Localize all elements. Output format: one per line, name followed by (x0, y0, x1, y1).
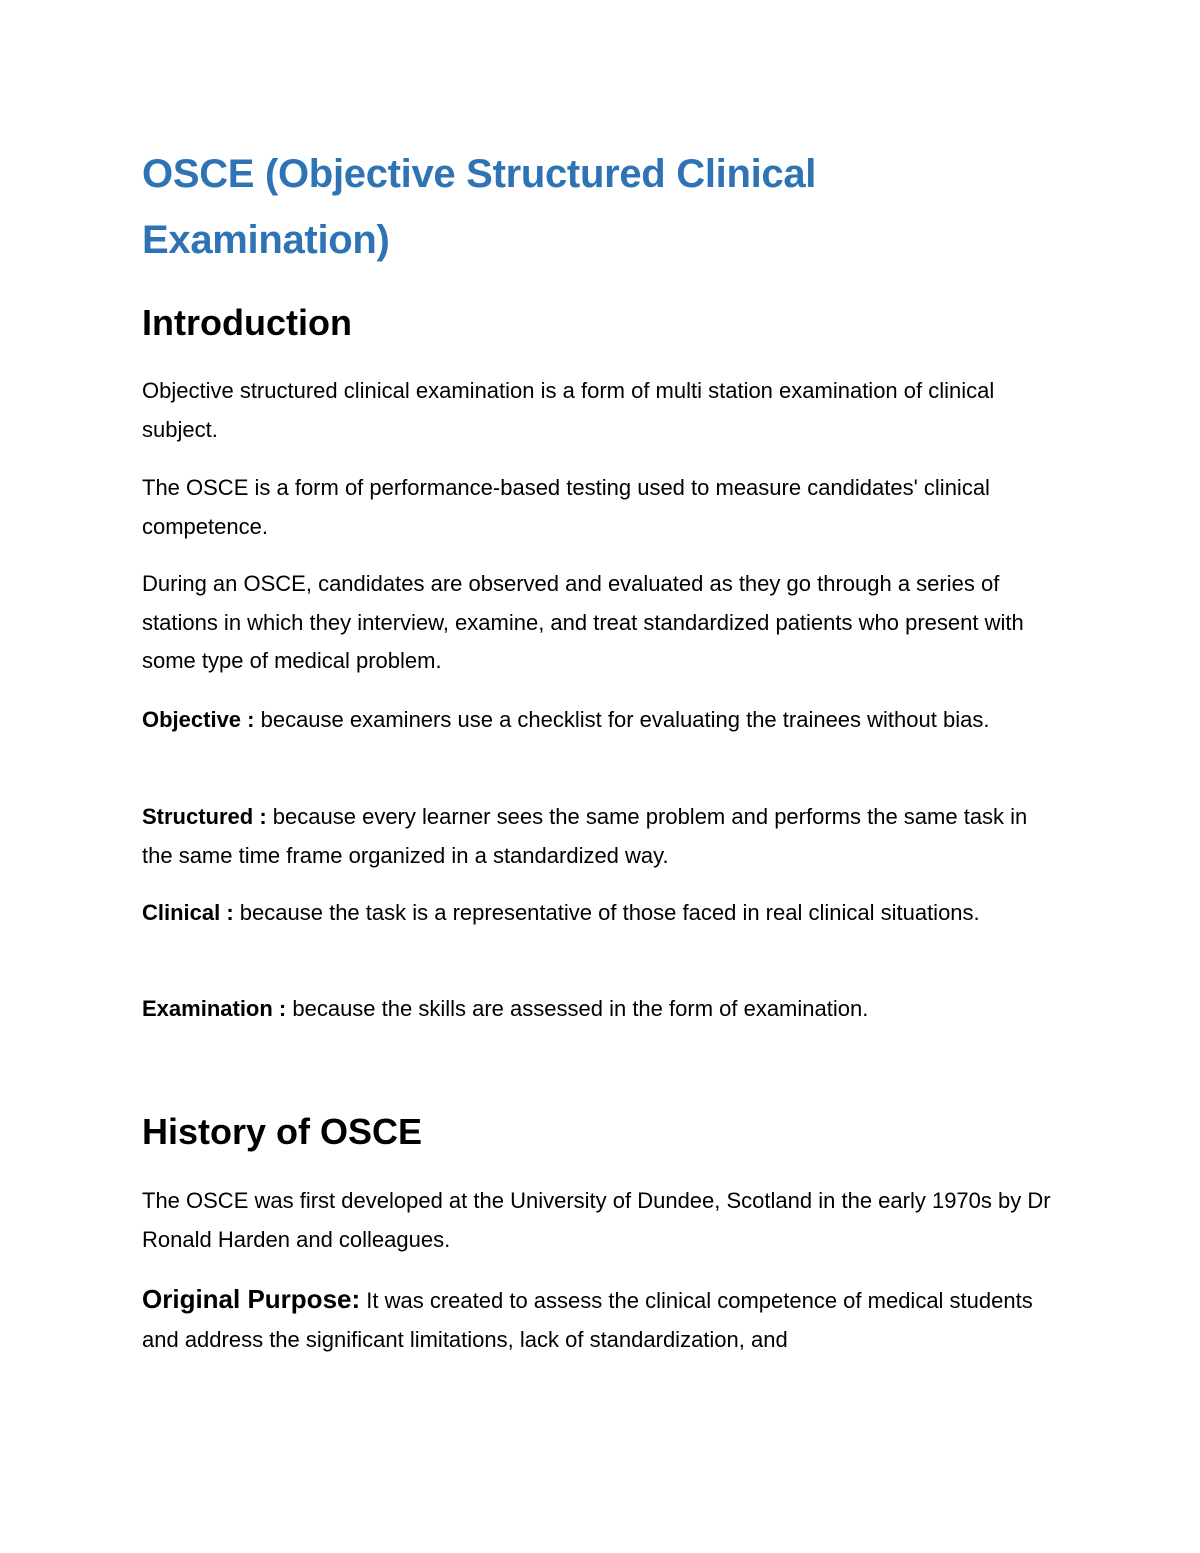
intro-paragraph-2: The OSCE is a form of performance-based testing used to measure candidates' clinical competence. (142, 475, 990, 539)
history-original-purpose (142, 1280, 1062, 1359)
introduction-heading: Introduction (142, 302, 352, 343)
document-title: OSCE (Objective Structured Clinical Examination) (142, 152, 817, 262)
definition-clinical (142, 894, 1062, 933)
definition-term: Structured : (142, 804, 267, 829)
history-paragraph-1: The OSCE was first developed at the University of Dundee, Scotland in the early 1970s by Dr Ronald Harden and colleagues. (142, 1188, 1051, 1252)
definition-examination (142, 990, 1062, 1029)
definition-term: Objective : (142, 707, 255, 732)
history-heading: History of OSCE (142, 1111, 423, 1152)
definition-term: Clinical : (142, 900, 234, 925)
definition-objective (142, 701, 1062, 740)
definition-text: because the task is a representative of those faced in real clinical situations. (233, 900, 980, 925)
definition-text: because examiners use a checklist for evaluating the trainees without bias. (254, 707, 990, 732)
definition-text: because every learner sees the same problem and performs the same task in the same time frame organized in a standardized way. (142, 804, 1028, 868)
intro-paragraph-1: Objective structured clinical examination is a form of multi station examination of clinical subject. (142, 378, 995, 442)
definition-text: because the skills are assessed in the form of examination. (286, 996, 869, 1021)
intro-paragraph-3: During an OSCE, candidates are observed and evaluated as they go through a series of stations in which they interview, examine, and treat standardized patients who present with some type of medical problem. (142, 571, 1024, 673)
definition-term: Examination : (142, 996, 287, 1021)
purpose-term: Original Purpose: (142, 1284, 361, 1314)
definition-structured (142, 798, 1062, 875)
purpose-text: It was created to assess the clinical competence of medical students and address the significant limitations, lack of standardization, and (142, 1288, 1033, 1352)
